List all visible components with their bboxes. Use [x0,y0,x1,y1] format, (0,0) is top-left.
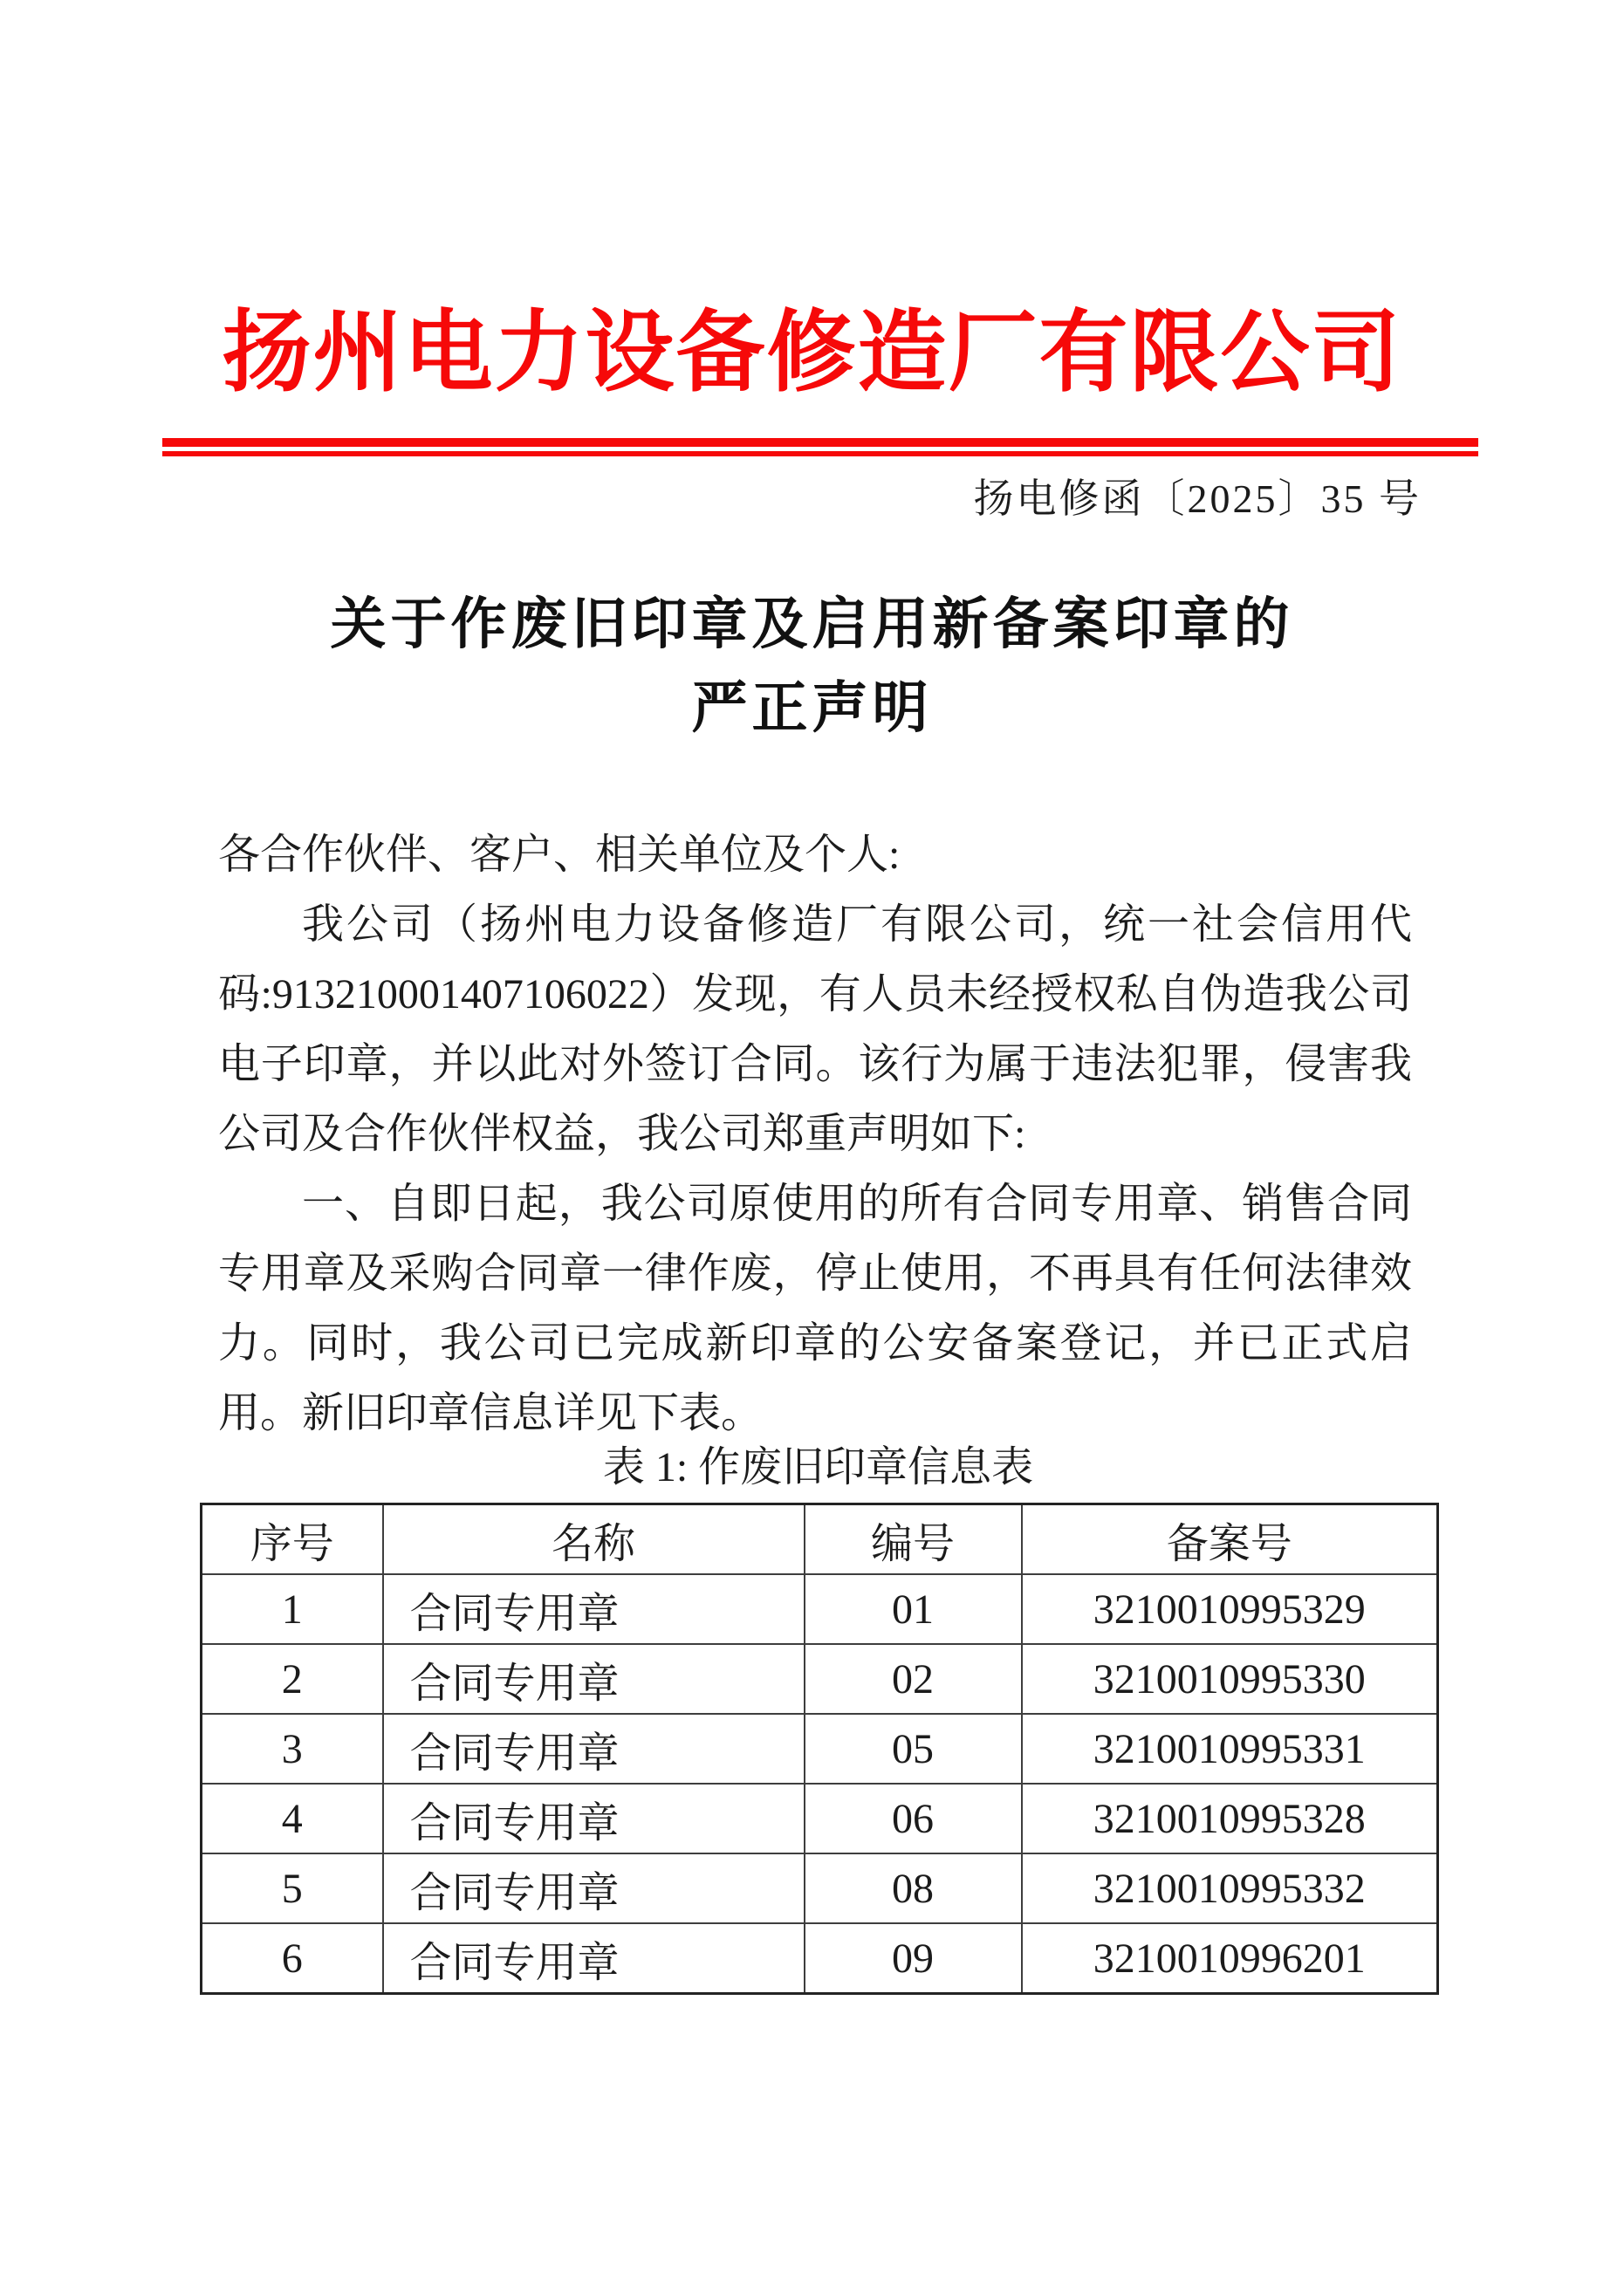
table-row [202,1574,1438,1644]
letterhead-rule-thin [162,451,1478,456]
cell-number: 06 [805,1784,1022,1853]
cell-record: 3210010995328 [1022,1784,1438,1853]
table-row [202,1923,1438,1994]
cell-number: 05 [805,1714,1022,1784]
cell-index: 2 [202,1644,383,1714]
cell-record: 3210010995331 [1022,1714,1438,1784]
cell-name: 合同专用章 [383,1574,805,1644]
cell-record: 3210010995332 [1022,1853,1438,1923]
letterhead-company-name: 扬州电力设备修造厂有限公司 [222,305,1402,403]
table-row [202,1853,1438,1923]
cell-record: 3210010995330 [1022,1644,1438,1714]
cell-index: 1 [202,1574,383,1644]
cell-index: 3 [202,1714,383,1784]
table-header-row [202,1504,1438,1575]
header-cell-name: 名称 [383,1504,805,1575]
cell-index: 6 [202,1923,383,1994]
document-title-line1: 关于作废旧印章及启用新备案印章的 [330,593,1294,655]
table-caption: 表 1: 作废旧印章信息表 [602,1444,1034,1490]
seal-info-table [200,1503,1439,1995]
cell-record: 3210010996201 [1022,1923,1438,1994]
header-cell-index: 序号 [202,1504,383,1575]
cell-name: 合同专用章 [383,1923,805,1994]
cell-name: 合同专用章 [383,1784,805,1853]
cell-name: 合同专用章 [383,1853,805,1923]
cell-name: 合同专用章 [383,1644,805,1714]
cell-record: 3210010995329 [1022,1574,1438,1644]
cell-number: 01 [805,1574,1022,1644]
document-title [0,583,1624,750]
table-row [202,1644,1438,1714]
table-row [202,1714,1438,1784]
salutation: 各合作伙伴、客户、相关单位及个人: [218,832,901,878]
letterhead-rule-thick [162,438,1478,447]
body-paragraph-2: 一、自即日起，我公司原使用的所有合同专用章、销售合同专用章及采购合同章一律作废，停止使用，不再具有任何法律效力。同时，我公司已完成新印章的公安备案登记，并已正式启用。新旧印章信息详见下表。 [218,1181,1412,1436]
cell-index: 4 [202,1784,383,1853]
cell-number: 08 [805,1853,1022,1923]
table-row [202,1784,1438,1853]
header-cell-number: 编号 [805,1504,1022,1575]
document-reference-number: 扬电修函〔2025〕35 号 [973,476,1422,521]
cell-number: 02 [805,1644,1022,1714]
cell-number: 09 [805,1923,1022,1994]
document-title-line2: 严正声明 [691,677,933,739]
header-cell-record: 备案号 [1022,1504,1438,1575]
document-body [218,820,1412,1449]
cell-name: 合同专用章 [383,1714,805,1784]
cell-index: 5 [202,1853,383,1923]
body-paragraph-1: 我公司（扬州电力设备修造厂有限公司，统一社会信用代码:913210001407106022）发现，有人员未经授权私自伪造我公司电子印章，并以此对外签订合同。该行为属于违法犯罪，侵害我公司及合作伙伴权益，我公司郑重声明如下: [218,901,1412,1157]
